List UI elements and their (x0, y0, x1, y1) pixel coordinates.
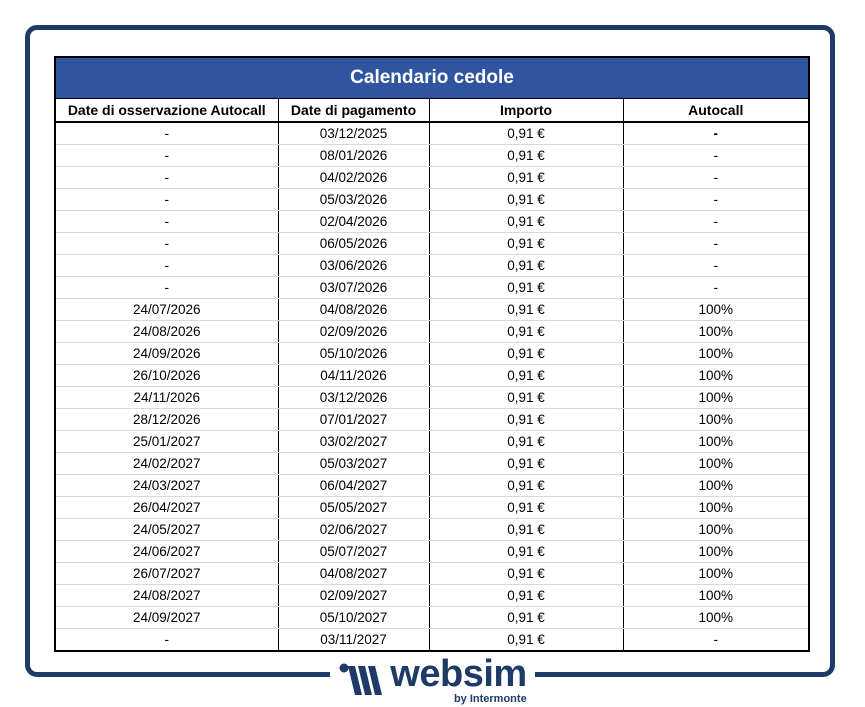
cell-autocall: - (623, 233, 808, 255)
cell-autocall: 100% (623, 475, 808, 497)
cell-amount: 0,91 € (429, 629, 623, 651)
cell-payment-date: 03/12/2025 (278, 122, 429, 145)
cell-observation-date: 24/09/2026 (56, 343, 278, 365)
cell-autocall: - (623, 167, 808, 189)
table-row (56, 122, 808, 145)
table-row (56, 497, 808, 519)
table-row (56, 519, 808, 541)
cell-payment-date: 02/09/2027 (278, 585, 429, 607)
table-row (56, 387, 808, 409)
cell-payment-date: 05/10/2027 (278, 607, 429, 629)
cell-autocall: 100% (623, 453, 808, 475)
col-header-autocall: Autocall (623, 99, 808, 122)
cell-autocall: 100% (623, 497, 808, 519)
cell-amount: 0,91 € (429, 409, 623, 431)
cell-payment-date: 04/08/2026 (278, 299, 429, 321)
col-header-amount: Importo (429, 99, 623, 122)
col-header-payment-date: Date di pagamento (278, 99, 429, 122)
cell-autocall: 100% (623, 365, 808, 387)
cell-amount: 0,91 € (429, 233, 623, 255)
table-body (56, 122, 808, 650)
logo-wordmark: websim (390, 653, 527, 695)
cell-autocall: - (623, 145, 808, 167)
cell-observation-date: - (56, 167, 278, 189)
websim-logo (330, 654, 535, 707)
cell-observation-date: - (56, 211, 278, 233)
cell-observation-date: - (56, 233, 278, 255)
cell-observation-date: 24/11/2026 (56, 387, 278, 409)
col-header-observation-date: Date di osservazione Autocall (56, 99, 278, 122)
cell-payment-date: 06/04/2027 (278, 475, 429, 497)
header-row (56, 99, 808, 122)
cell-observation-date: 25/01/2027 (56, 431, 278, 453)
table-row (56, 453, 808, 475)
cell-amount: 0,91 € (429, 431, 623, 453)
cell-amount: 0,91 € (429, 167, 623, 189)
cell-payment-date: 03/02/2027 (278, 431, 429, 453)
cell-amount: 0,91 € (429, 585, 623, 607)
table-row (56, 321, 808, 343)
cell-amount: 0,91 € (429, 343, 623, 365)
cell-autocall: 100% (623, 409, 808, 431)
table-row (56, 145, 808, 167)
table-row (56, 211, 808, 233)
cell-amount: 0,91 € (429, 211, 623, 233)
table-row (56, 409, 808, 431)
cell-amount: 0,91 € (429, 563, 623, 585)
logo-subtitle: by Intermonte (453, 693, 527, 705)
cell-payment-date: 07/01/2027 (278, 409, 429, 431)
cell-amount: 0,91 € (429, 321, 623, 343)
cell-autocall: 100% (623, 519, 808, 541)
cell-observation-date: 24/05/2027 (56, 519, 278, 541)
cell-observation-date: 24/03/2027 (56, 475, 278, 497)
table-row (56, 277, 808, 299)
table-row (56, 255, 808, 277)
table-row (56, 585, 808, 607)
cell-amount: 0,91 € (429, 453, 623, 475)
cell-amount: 0,91 € (429, 519, 623, 541)
cell-amount: 0,91 € (429, 387, 623, 409)
cell-amount: 0,91 € (429, 299, 623, 321)
cell-observation-date: 28/12/2026 (56, 409, 278, 431)
table-row (56, 563, 808, 585)
cell-autocall: 100% (623, 563, 808, 585)
cell-observation-date: 26/04/2027 (56, 497, 278, 519)
cell-amount: 0,91 € (429, 497, 623, 519)
cell-payment-date: 03/06/2026 (278, 255, 429, 277)
table-row (56, 343, 808, 365)
table-row (56, 607, 808, 629)
cell-observation-date: 26/10/2026 (56, 365, 278, 387)
table-row (56, 299, 808, 321)
cell-observation-date: 24/06/2027 (56, 541, 278, 563)
table-row (56, 475, 808, 497)
cell-amount: 0,91 € (429, 607, 623, 629)
cell-autocall: 100% (623, 431, 808, 453)
websim-logo-icon (338, 663, 384, 699)
cell-autocall: 100% (623, 387, 808, 409)
cell-amount: 0,91 € (429, 475, 623, 497)
cell-amount: 0,91 € (429, 189, 623, 211)
cell-autocall: - (713, 632, 718, 647)
cell-amount: 0,91 € (429, 277, 623, 299)
cell-autocall: - (623, 211, 808, 233)
cell-observation-date: 24/08/2027 (56, 585, 278, 607)
cell-payment-date: 02/06/2027 (278, 519, 429, 541)
cell-payment-date: 05/03/2026 (278, 189, 429, 211)
table-row (56, 629, 808, 651)
cell-payment-date: 05/05/2027 (278, 497, 429, 519)
cell-autocall: 100% (623, 541, 808, 563)
cell-observation-date: - (56, 122, 278, 145)
cell-amount: 0,91 € (429, 541, 623, 563)
cell-payment-date: 02/04/2026 (278, 211, 429, 233)
cell-observation-date: - (56, 629, 278, 651)
table-title: Calendario cedole (56, 58, 808, 99)
cell-observation-date: 24/07/2026 (56, 299, 278, 321)
cell-payment-date: 02/09/2026 (278, 321, 429, 343)
cell-autocall: - (623, 189, 808, 211)
cell-observation-date: 24/09/2027 (56, 607, 278, 629)
coupon-calendar-table (54, 56, 810, 652)
cell-amount: 0,91 € (429, 122, 623, 145)
cell-observation-date: 24/08/2026 (56, 321, 278, 343)
cell-autocall: 100% (623, 607, 808, 629)
cell-observation-date: - (56, 277, 278, 299)
cell-payment-date: 03/11/2027 (278, 629, 429, 651)
cell-payment-date: 04/08/2027 (278, 563, 429, 585)
cell-autocall: - (623, 255, 808, 277)
cell-payment-date: 06/05/2026 (278, 233, 429, 255)
cell-amount: 0,91 € (429, 255, 623, 277)
cell-autocall: - (623, 277, 808, 299)
cell-payment-date: 04/11/2026 (278, 365, 429, 387)
table-row (56, 365, 808, 387)
cell-amount: 0,91 € (429, 145, 623, 167)
cell-payment-date: 08/01/2026 (278, 145, 429, 167)
cell-observation-date: - (56, 145, 278, 167)
table-row (56, 233, 808, 255)
table-row (56, 541, 808, 563)
table-row (56, 431, 808, 453)
cell-payment-date: 03/07/2026 (278, 277, 429, 299)
cell-payment-date: 05/07/2027 (278, 541, 429, 563)
table-row (56, 167, 808, 189)
cell-payment-date: 04/02/2026 (278, 167, 429, 189)
cell-observation-date: 26/07/2027 (56, 563, 278, 585)
calendar-grid (56, 99, 808, 650)
cell-autocall: 100% (623, 585, 808, 607)
cell-autocall: 100% (623, 299, 808, 321)
cell-payment-date: 05/03/2027 (278, 453, 429, 475)
cell-observation-date: - (56, 255, 278, 277)
cell-observation-date: - (56, 189, 278, 211)
cell-autocall: - (623, 122, 808, 145)
table-row (56, 189, 808, 211)
cell-amount: 0,91 € (429, 365, 623, 387)
cell-observation-date: 24/02/2027 (56, 453, 278, 475)
cell-payment-date: 03/12/2026 (278, 387, 429, 409)
cell-autocall: 100% (623, 343, 808, 365)
cell-payment-date: 05/10/2026 (278, 343, 429, 365)
cell-autocall: 100% (623, 321, 808, 343)
